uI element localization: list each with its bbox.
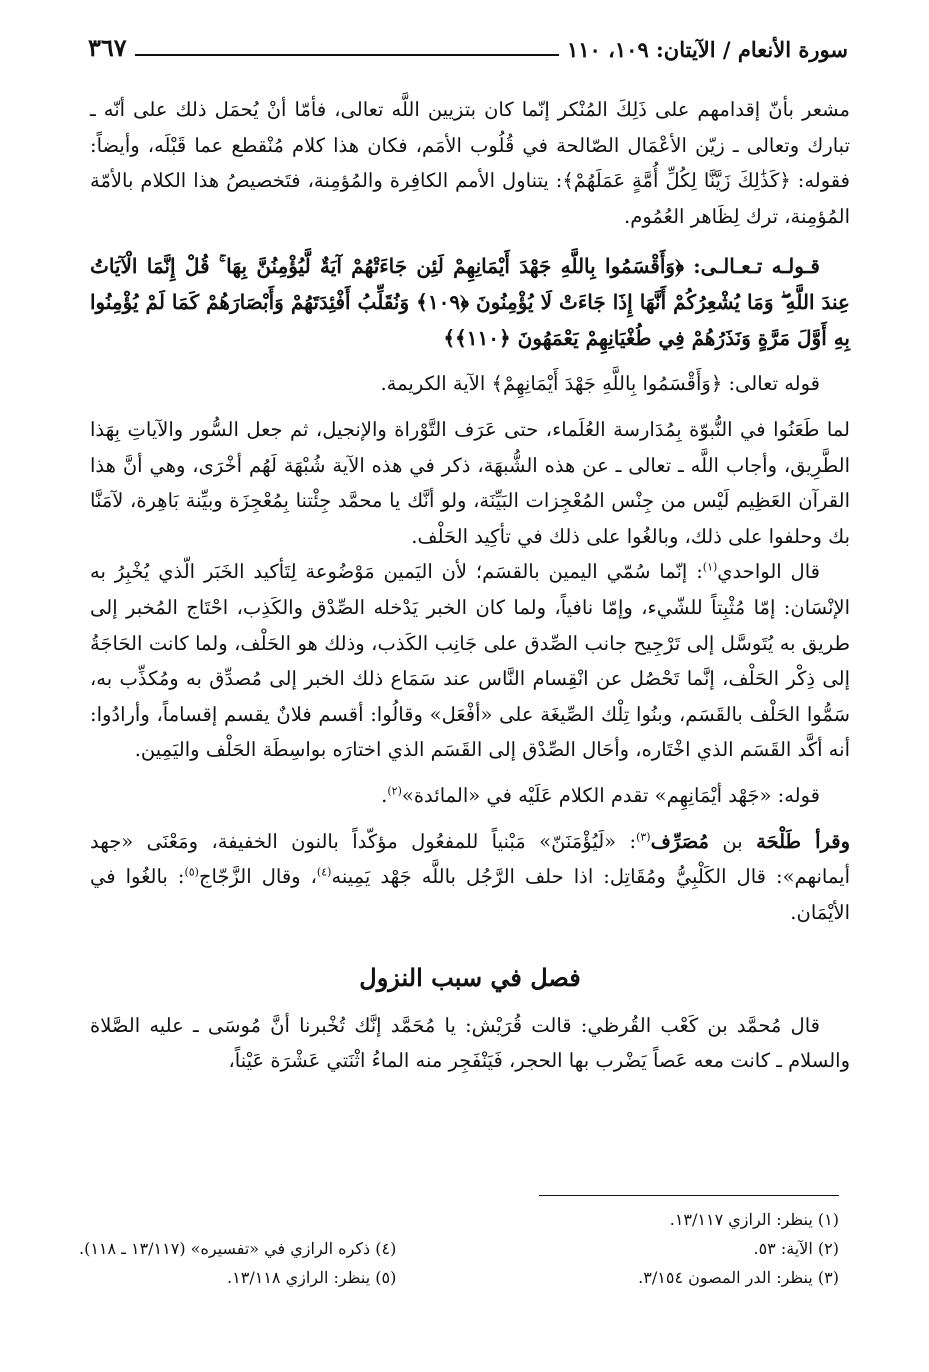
paragraph-text: قال الواحدي	[717, 560, 820, 584]
reciter-name: مُصَرِّف	[650, 829, 709, 853]
paragraph-text: .	[381, 783, 388, 807]
footnotes-column-right	[638, 1205, 839, 1292]
paragraph: قوله تعالى: ﴿وَأَقْسَمُوا بِاللَّهِ جَهْدَ أَيْمَانِهِمْ﴾ الآية الكريمة.	[380, 372, 820, 396]
paragraph-text: قوله: «جَهْد أيْمَانِهِم» تقدم الكلام عَلَيْه في «المائدة»	[401, 783, 820, 807]
footnote-spacer	[79, 1205, 396, 1234]
header-rule	[135, 54, 559, 56]
footnote-ref: (٤)	[316, 865, 332, 879]
section-heading: فصل في سبب النزول	[359, 963, 581, 993]
footnote: (٥) ينظر: الرازي ١٣/١١٨.	[227, 1268, 397, 1287]
paragraph-text: : بالغُوا في الأيْمَان.	[90, 865, 850, 924]
footnote: (١) ينظر: الرازي ١٣/١١٧.	[669, 1210, 839, 1229]
footnote-divider	[539, 1195, 839, 1196]
paragraph-text: بن	[708, 829, 757, 853]
paragraph-text: ، وقال الزَّجّاج	[198, 865, 317, 889]
quran-verse: قـولـه تـعـالـى: ﴿وَأَقْسَمُوا بِاللَّهِ جَهْدَ أَيْمَانِهِمْ لَئِن جَاءَتْهُمْ آيَةٌ لَّيُؤْمِنُنَّ بِهَا ۚ قُلْ إِنَّمَا الْآيَاتُ عِندَ اللَّهِ ۖ وَمَا يُشْعِرُكُمْ أَنَّهَا إِذَا جَاءَتْ لَا يُؤْمِنُونَ ﴿١٠٩﴾ وَنُقَلِّبُ أَفْئِدَتَهُمْ وَأَبْصَارَهُمْ كَمَا لَمْ يُؤْمِنُوا بِهِ أَوَّلَ مَرَّةٍ وَنَذَرُهُمْ فِي طُغْيَانِهِمْ يَعْمَهُونَ ﴿١١٠﴾﴾	[90, 254, 850, 351]
page-number: ٣٦٧	[88, 33, 127, 62]
footnote-ref: (١)	[702, 560, 718, 574]
paragraph	[90, 778, 850, 814]
paragraph	[90, 554, 850, 768]
footnote: (٣) ينظر: الدر المصون ٣/١٥٤.	[638, 1268, 839, 1287]
footnote-ref: (٥)	[184, 865, 199, 879]
running-header	[88, 26, 848, 62]
paragraph-lead: وقرأ طَلْحَة	[756, 829, 851, 853]
surah-title: سورة الأنعام / الآيتان: ١٠٩، ١١٠	[566, 37, 848, 62]
footnote-ref: (٢)	[387, 784, 402, 798]
paragraph: لما طَعَنُوا في النُّبوّة بِمُدَارسة العُلَماء، حتى عَرَف التَّوْراة والإنجيل، ثم جعل السُّور والآياتِ بِهَذا الطَّرِيق، وأجاب اللَّه ـ تعالى ـ عن هذه الشُّبهَة، ذكر في هذه الآية شُبْهَة لَهُم أخْرَى، وهي أنَّ هذا القرآن العَظِيم لَيْس من جِنْس المُعْجِزات البَيِّنَة، ولو أنَّك يا محمَّد جِئْتنا بِمُعْجِزَة وبيِّنة بَاهِرة، لآمَنَّا بك وحلفوا على ذلك، وبالغُوا على ذلك في تأكِيد الحَلْف.	[90, 417, 850, 548]
paragraph: قال مُحمَّد بن كَعْب القُرظي: قالت قُرَيْش: يا مُحَمَّد إنَّك تُخْبرنا أنَّ مُوسَى ـ عليه الصَّلاة والسلام ـ كانت معه عَصاً يَضْرب بها الحجر، فَيَنْفَجِر منه الماءُ اثْنَتي عَشْرَة عَيْناً،	[90, 1013, 850, 1073]
footnote: (٢) الآية: ٥٣.	[753, 1239, 839, 1258]
paragraph	[90, 824, 850, 931]
body-text	[90, 92, 850, 1079]
paragraph-text: : إنّما سُمّي اليمين بالقسَم؛ لأن اليَمين مَوْضُوعة لِتَأكيد الخَبَر الّذي يُخْبِرُ به الإنْسَان: إمّا مُثْبِتاً للشّيء، وإمّا نافياً، ولما كان الخبر يَدْخله الصِّدْق والكَذِب، احْتَاج المُخبر إلى طريق به يُتَوسَّل إلى تَرْجِيح جانب الصِّدق على جَانِب الكَذب، وذلك هو الحَلْف، ولما كانت الحَاجَةُ إلى ذِكْر الحَلْف، إنَّما تَحْصُل عن انْقِسام النَّاس عند سَمَاع ذلك الخبر إلى مُصدِّق به ومُكذِّب به، سَمُّوا الحَلْف بالقَسَم، وبنُوا تِلْك الصِّيغَة على «أفْعَل» وقالُوا: أقسم فلانٌ يقسم إقساماً، وأرادُوا: أنه أكَّد القَسَم الذي اخْتَاره، وأحَال الصِّدْق إلى القَسَم الذي اختارَه بواسِطَة الحَلْف واليَمِين.	[90, 560, 850, 762]
footnotes	[79, 1205, 839, 1292]
footnote: (٤) ذكره الرازي في «تفسيره» (١٣/١١٧ ـ ١١٨).	[79, 1239, 397, 1258]
paragraph-text: : «لَيُؤْمَنَنّ» مَبْنياً للمفعُول مؤكّداً بالنون الخفيفة، ومَعْنَى «جهد أيمانهم»: قال الكَلْبِيُّ ومُقَاتِل: اذا حلف الرَّجُل باللَّه جَهْد يَمِينه	[90, 829, 850, 889]
footnote-ref: (٣)	[636, 830, 651, 843]
paragraph: مشعر بأنّ إقدامهم على ذَلِكَ المُنْكر إنّما كان بتزيين اللَّه تعالى، فأمّا أنْ يُحمَل ذلك على أنّه ـ تبارك وتعالى ـ زيّن الأعْمَال الصّالحة في قُلُوب الأمَم، فكان هذا كلام مُنْقطع عما قَبْلَه، وأيضاً: فقوله: ﴿كَذَٰلِكَ زَيَّنَّا لِكُلِّ أُمَّةٍ عَمَلَهُمْ﴾: يتناول الأمم الكافِرة والمُؤمِنة، فتَخصيصُ هذا الكلام بالأمّة المُؤمِنة، ترك لِظَاهر العُمُوم.	[90, 98, 850, 228]
footnotes-column-left	[79, 1205, 396, 1292]
